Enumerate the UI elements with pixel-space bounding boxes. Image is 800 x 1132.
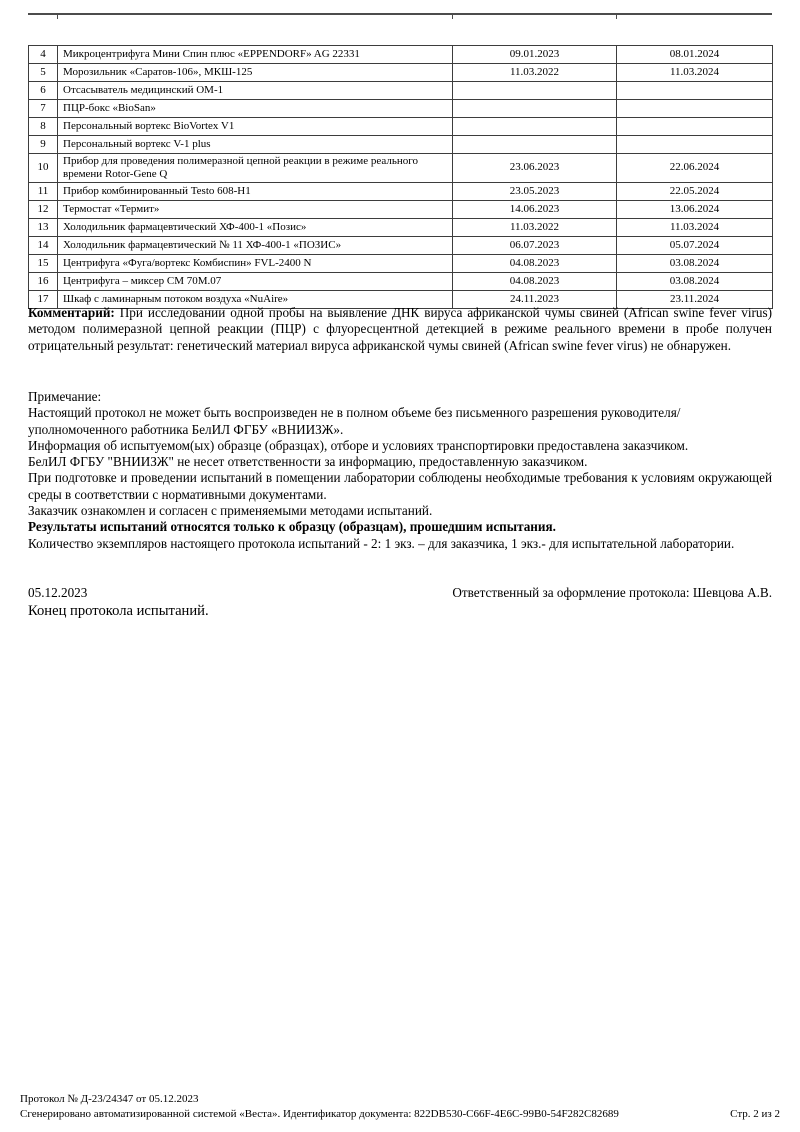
valid-until-date — [617, 82, 773, 100]
equipment-number: 15 — [29, 254, 58, 272]
valid-until-date: 08.01.2024 — [617, 46, 773, 64]
equipment-name: Прибор комбинированный Testo 608-H1 — [58, 182, 453, 200]
equipment-number: 5 — [29, 64, 58, 82]
equipment-number: 8 — [29, 118, 58, 136]
responsible-person: Ответственный за оформление протокола: Шевцова А.В. — [452, 585, 772, 600]
equipment-name: Термостат «Термит» — [58, 200, 453, 218]
note-paragraph: Заказчик ознакомлен и согласен с применяемыми методами испытаний. — [28, 503, 433, 519]
verification-date: 23.06.2023 — [453, 154, 617, 183]
equipment-name: Прибор для проведения полимеразной цепной реакции в режиме реального времени Rotor-Gene Q — [58, 154, 453, 183]
note-paragraph: Настоящий протокол не может быть воспроизведен не в полном объеме без письменного разрешения руководителя/уполномоченного работника БелИЛ ФГБУ «ВНИИЗЖ». — [28, 405, 681, 437]
valid-until-date — [617, 118, 773, 136]
verification-date: 11.03.2022 — [453, 64, 617, 82]
verification-date: 06.07.2023 — [453, 236, 617, 254]
comment-label: Комментарий: — [28, 305, 115, 321]
valid-until-date: 05.07.2024 — [617, 236, 773, 254]
note-paragraph: Информация об испытуемом(ых) образце (образцах), отборе и условиях транспортировки предоставлена заказчиком. — [28, 437, 689, 453]
table-row — [29, 100, 773, 118]
table-continuation-tick — [616, 13, 617, 19]
table-row — [29, 82, 773, 100]
table-row — [29, 200, 773, 218]
note-paragraph: БелИЛ ФГБУ "ВНИИЗЖ" не несет ответственности за информацию, предоставленную заказчиком. — [28, 454, 588, 470]
equipment-number: 17 — [29, 290, 58, 308]
table-row — [29, 46, 773, 64]
equipment-table — [28, 45, 773, 309]
comment-text: При исследовании одной пробы на выявление ДНК вируса африканской чумы свиней (African swine fever virus) методом полимеразной цепной реакции (ПЦР) с флуоресцентной детекцией в режиме реального времени в пробе получен отрицательный результат: генетический материал вируса африканской чумы свиней (African swine fever virus) не обнаружен. — [28, 305, 773, 353]
notes-section — [28, 389, 772, 552]
protocol-date: 05.12.2023 — [28, 585, 88, 600]
equipment-number: 12 — [29, 200, 58, 218]
equipment-number: 13 — [29, 218, 58, 236]
footer-generated-line: Сгенерировано автоматизированной системой «Веста». Идентификатор документа: 822DB530-C66F-4E6C-99B0-54F282C82689 — [20, 1108, 619, 1120]
valid-until-date: 03.08.2024 — [617, 272, 773, 290]
equipment-name: ПЦР-бокс «BioSan» — [58, 100, 453, 118]
note-paragraph-results: Результаты испытаний относятся только к образцу (образцам), прошедшим испытания. — [28, 519, 556, 535]
verification-date: 09.01.2023 — [453, 46, 617, 64]
valid-until-date: 11.03.2024 — [617, 64, 773, 82]
verification-date — [453, 82, 617, 100]
verification-date — [453, 118, 617, 136]
notes-heading: Примечание: — [28, 389, 102, 404]
table-row — [29, 154, 773, 183]
equipment-name: Холодильник фармацевтический № 11 ХФ-400-1 «ПОЗИС» — [58, 236, 453, 254]
equipment-name: Персональный вортекс V-1 plus — [58, 136, 453, 154]
verification-date — [453, 100, 617, 118]
verification-date: 04.08.2023 — [453, 254, 617, 272]
valid-until-date: 22.06.2024 — [617, 154, 773, 183]
equipment-number: 6 — [29, 82, 58, 100]
table-row — [29, 118, 773, 136]
equipment-name: Центрифуга – миксер СМ 70М.07 — [58, 272, 453, 290]
valid-until-date: 23.11.2024 — [617, 290, 773, 308]
footer-page-number: Стр. 2 из 2 — [730, 1108, 780, 1120]
end-of-protocol-line: Конец протокола испытаний. — [28, 603, 209, 619]
table-row — [29, 64, 773, 82]
equipment-name: Отсасыватель медицинский ОМ-1 — [58, 82, 453, 100]
note-paragraph: Количество экземпляров настоящего протокола испытаний - 2: 1 экз. – для заказчика, 1 экз.- для испытательной лаборатории. — [28, 535, 735, 551]
valid-until-date: 22.05.2024 — [617, 182, 773, 200]
valid-until-date — [617, 100, 773, 118]
footer-protocol-number: Протокол № Д-23/24347 от 05.12.2023 — [20, 1093, 199, 1105]
page-footer — [20, 1092, 780, 1122]
equipment-name: Микроцентрифуга Мини Спин плюс «EPPENDORF» AG 22331 — [58, 46, 453, 64]
verification-date: 04.08.2023 — [453, 272, 617, 290]
table-continuation-tick — [452, 13, 453, 19]
equipment-name: Морозильник «Саратов-106», МКШ-125 — [58, 64, 453, 82]
equipment-number: 4 — [29, 46, 58, 64]
table-row — [29, 182, 773, 200]
verification-date: 24.11.2023 — [453, 290, 617, 308]
table-row — [29, 254, 773, 272]
equipment-number: 14 — [29, 236, 58, 254]
equipment-name: Персональный вортекс BioVortex V1 — [58, 118, 453, 136]
table-row — [29, 272, 773, 290]
note-paragraph: При подготовке и проведении испытаний в помещении лаборатории соблюдены необходимые требования к условиям окружающей среды в соответствии с нормативными документами. — [28, 470, 772, 502]
table-row — [29, 236, 773, 254]
equipment-name: Холодильник фармацевтический ХФ-400-1 «Позис» — [58, 218, 453, 236]
verification-date: 14.06.2023 — [453, 200, 617, 218]
verification-date: 11.03.2022 — [453, 218, 617, 236]
valid-until-date: 11.03.2024 — [617, 218, 773, 236]
verification-date: 23.05.2023 — [453, 182, 617, 200]
valid-until-date — [617, 136, 773, 154]
table-row — [29, 136, 773, 154]
equipment-number: 11 — [29, 182, 58, 200]
signature-row — [28, 585, 772, 601]
equipment-name: Центрифуга «Фуга/вортекс Комбиспин» FVL-2400 N — [58, 254, 453, 272]
verification-date — [453, 136, 617, 154]
page-top-rule — [28, 13, 772, 15]
valid-until-date: 13.06.2024 — [617, 200, 773, 218]
table-continuation-tick — [57, 13, 58, 19]
equipment-number: 10 — [29, 154, 58, 183]
equipment-number: 16 — [29, 272, 58, 290]
comment-paragraph — [28, 305, 772, 354]
equipment-number: 7 — [29, 100, 58, 118]
equipment-name: Шкаф с ламинарным потоком воздуха «NuAire» — [58, 290, 453, 308]
equipment-number: 9 — [29, 136, 58, 154]
valid-until-date: 03.08.2024 — [617, 254, 773, 272]
table-row — [29, 218, 773, 236]
